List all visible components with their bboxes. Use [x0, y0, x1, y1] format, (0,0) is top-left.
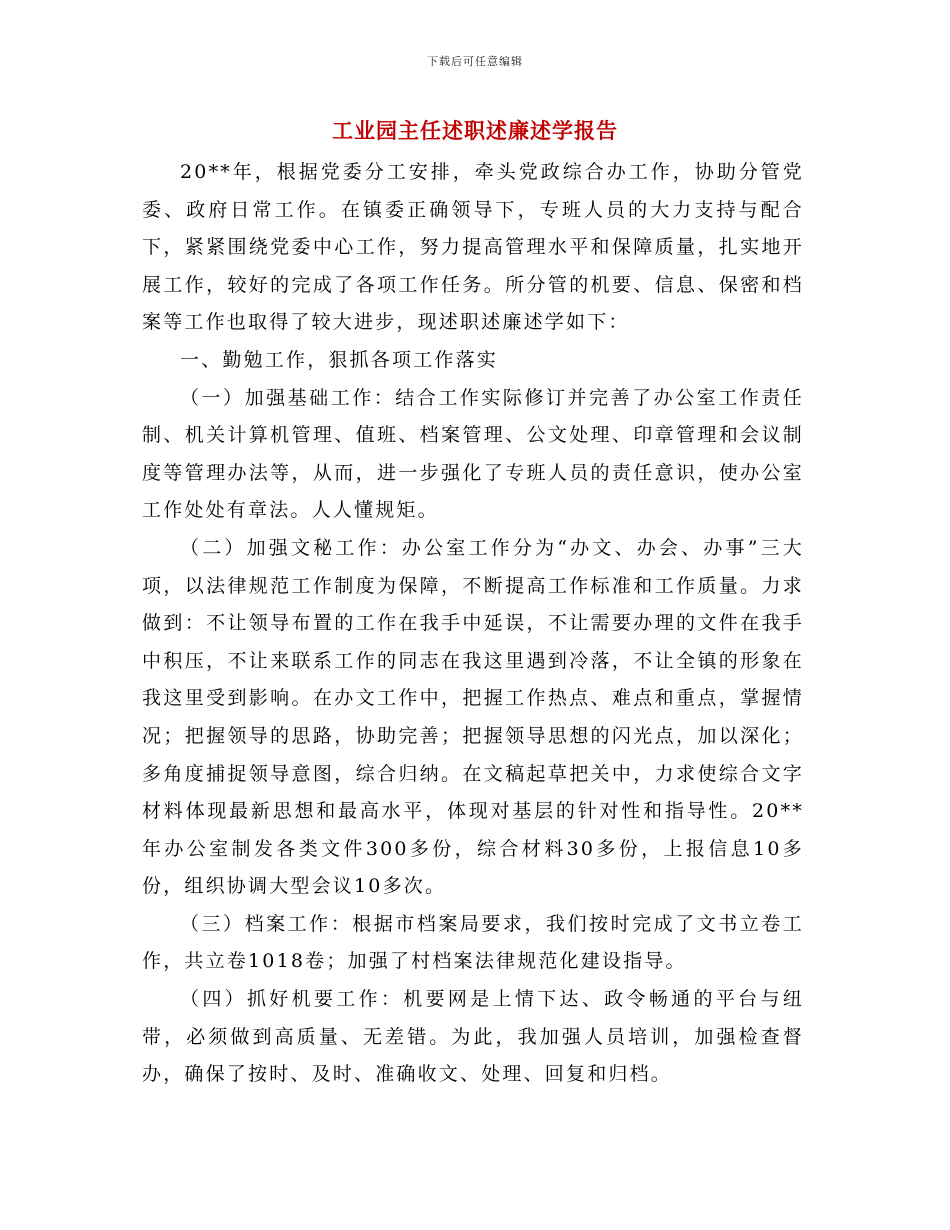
paragraph-basic-work: （一）加强基础工作：结合工作实际修订并完善了办公室工作责任制、机关计算机管理、值班、档案管理、公文处理、印章管理和会议制度等管理办法等，从而，进一步强化了专班人员的责任意识，使办公室工作处处有章法。人人懂规矩。 — [142, 386, 804, 522]
paragraph-intro: 20**年，根据党委分工安排，牵头党政综合办工作，协助分管党委、政府日常工作。在镇委正确领导下，专班人员的大力支持与配合下，紧紧围绕党委中心工作，努力提高管理水平和保障质量，扎实地开展工作，较好的完成了各项工作任务。所分管的机要、信息、保密和档案等工作也取得了较大进步，现述职述廉述学如下： — [142, 161, 804, 334]
page-header-note: 下载后可任意编辑 — [427, 55, 523, 68]
paragraph-secretarial-work: （二）加强文秘工作：办公室工作分为“办文、办会、办事”三大项，以法律规范工作制度为保障，不断提高工作标准和工作质量。力求做到：不让领导布置的工作在我手中延误，不让需要办理的文件在我手中积压，不让来联系工作的同志在我这里遇到冷落，不让全镇的形象在我这里受到影响。在办文工作中，把握工作热点、难点和重点，掌握情况；把握领导的思路，协助完善；把握领导思想的闪光点，加以深化；多角度捕捉领导意图，综合归纳。在文稿起草把关中，力求使综合文字材料体现最新思想和最高水平，体现对基层的针对性和指导性。20**年办公室制发各类文件300多份，综合材料30多份，上报信息10多份，组织协调大型会议10多次。 — [142, 536, 804, 898]
paragraph-confidential-work: （四）抓好机要工作：机要网是上情下达、政令畅通的平台与纽带，必须做到高质量、无差错。为此，我加强人员培训，加强检查督办，确保了按时、及时、准确收文、处理、回复和归档。 — [142, 988, 804, 1086]
document-title: 工业园主任述职述廉述学报告 — [332, 118, 618, 143]
paragraph-archive-work: （三）档案工作：根据市档案局要求，我们按时完成了文书立卷工作，共立卷1018卷；加强了村档案法律规范化建设指导。 — [142, 912, 804, 973]
document-body — [142, 154, 804, 1094]
section-heading: 一、勤勉工作，狠抓各项工作落实 — [180, 348, 499, 371]
